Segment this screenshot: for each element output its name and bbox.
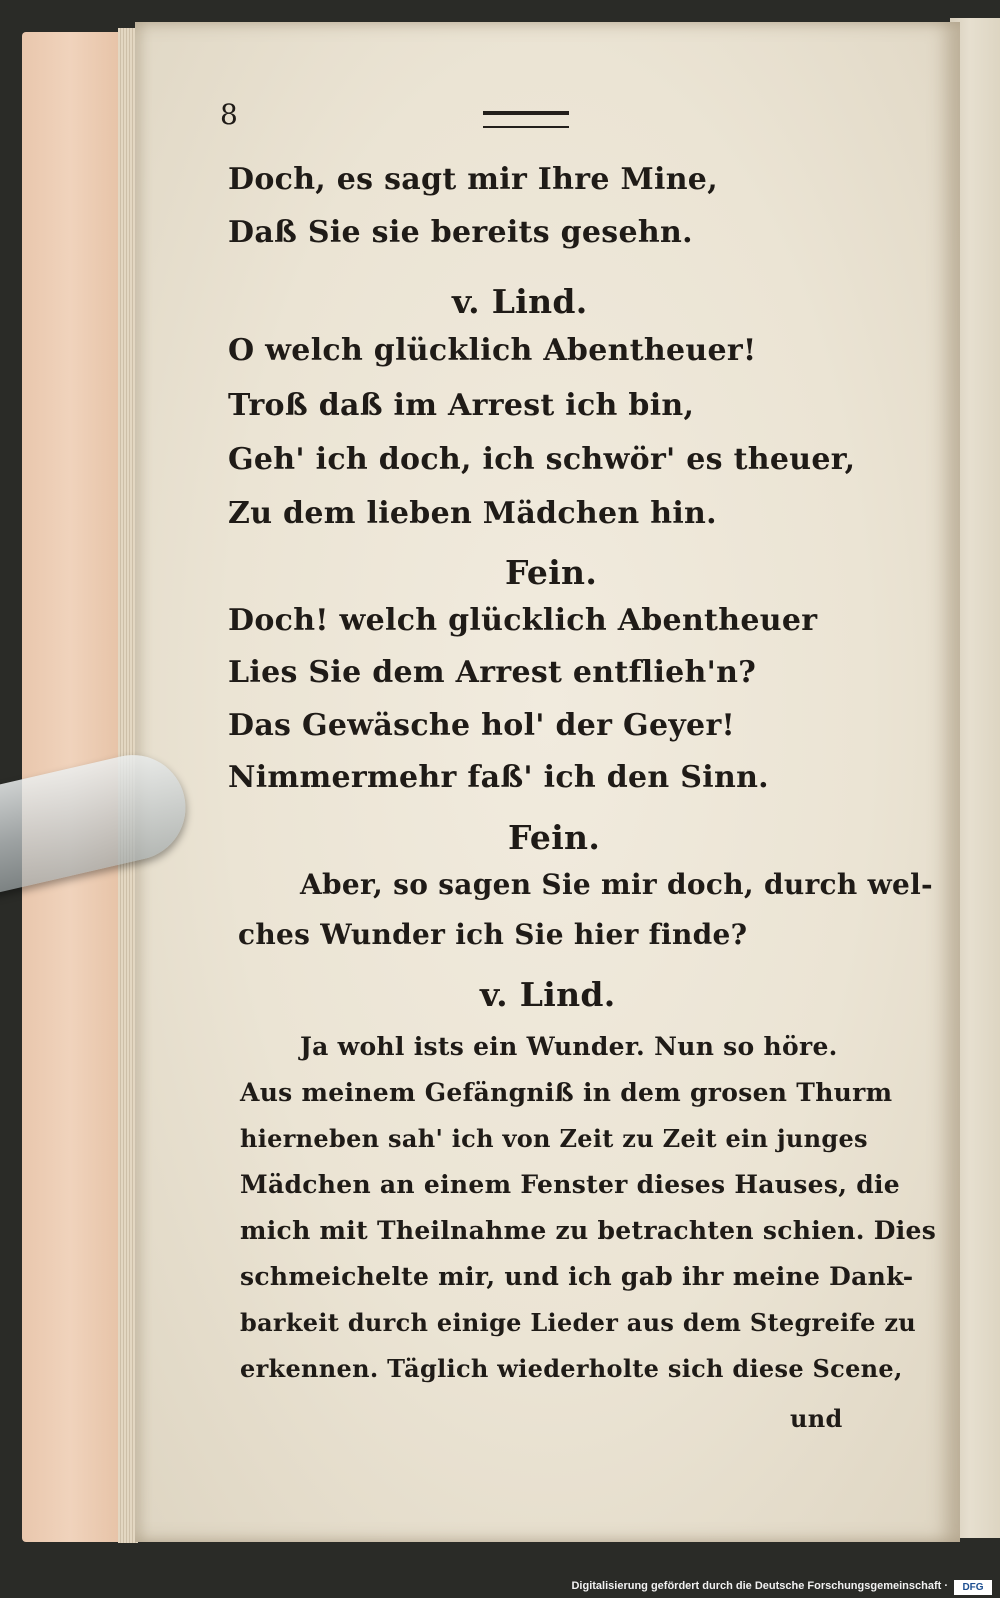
text-line: Daß Sie sie bereits gesehn. — [228, 215, 693, 250]
text-line: Doch, es sagt mir Ihre Mine, — [228, 162, 718, 197]
header-rule — [483, 111, 569, 128]
text-line: barkeit durch einige Lieder aus dem Stegreife zu — [240, 1308, 916, 1337]
text-line: Ja wohl ists ein Wunder. Nun so höre. — [300, 1032, 838, 1061]
text-line: Aber, so sagen Sie mir doch, durch wel- — [300, 868, 933, 901]
text-line: Aus meinem Gefängniß in dem grosen Thurm — [240, 1078, 893, 1107]
text-line: Das Gewäsche hol' der Geyer! — [228, 708, 736, 743]
text-line: Nimmermehr faß' ich den Sinn. — [228, 760, 769, 795]
digitization-credit: Digitalisierung gefördert durch die Deutsche Forschungsgemeinschaft · — [571, 1580, 948, 1592]
catchword: und — [790, 1404, 843, 1433]
speaker-name: v. Lind. — [452, 282, 588, 321]
text-line: Geh' ich doch, ich schwör' es theuer, — [228, 442, 856, 477]
text-line: erkennen. Täglich wiederholte sich diese Scene, — [240, 1354, 903, 1383]
speaker-name: v. Lind. — [480, 975, 616, 1014]
text-line: Zu dem lieben Mädchen hin. — [228, 496, 717, 531]
text-line: Troß daß im Arrest ich bin, — [228, 388, 695, 423]
speaker-name: Fein. — [505, 553, 598, 592]
text-line: hierneben sah' ich von Zeit zu Zeit ein junges — [240, 1124, 868, 1153]
text-line: schmeichelte mir, und ich gab ihr meine Dank- — [240, 1262, 914, 1291]
text-line: Lies Sie dem Arrest entflieh'n? — [228, 655, 757, 690]
text-line: O welch glücklich Abentheuer! — [228, 333, 757, 368]
speaker-name: Fein. — [508, 818, 601, 857]
dfg-logo: DFG — [954, 1580, 992, 1595]
text-line: Mädchen an einem Fenster dieses Hauses, die — [240, 1170, 901, 1199]
page-number: 8 — [220, 98, 239, 131]
text-line: ches Wunder ich Sie hier finde? — [238, 918, 748, 951]
text-line: Doch! welch glücklich Abentheuer — [228, 603, 818, 638]
text-line: mich mit Theilnahme zu betrachten schien. Dies — [240, 1216, 937, 1245]
